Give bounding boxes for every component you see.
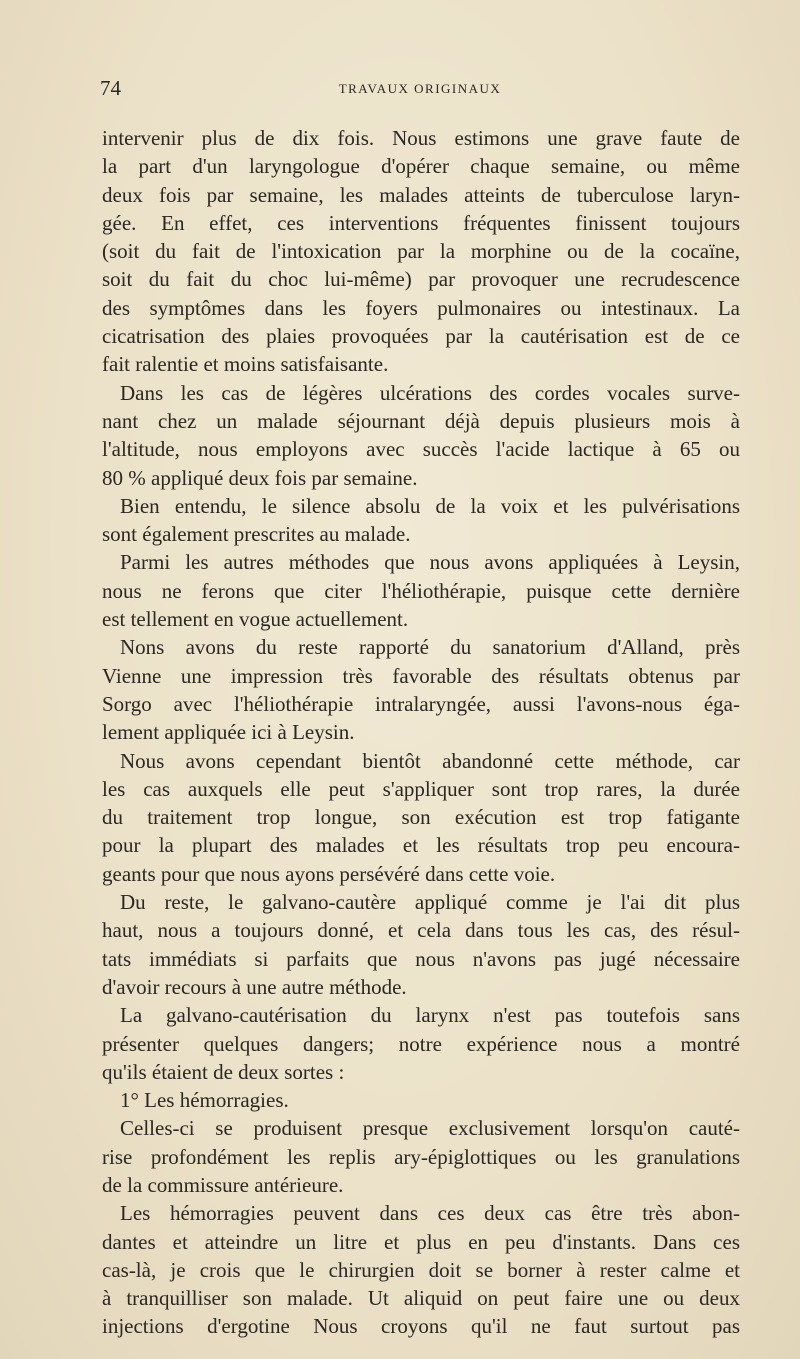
text-line: gée. En effet, ces interventions fréquentes finissent toujours bbox=[102, 210, 740, 235]
text-line: est tellement en vogue actuellement. bbox=[102, 607, 409, 632]
text-line: Celles-ci se produisent presque exclusivement lorsqu'on cauté- bbox=[120, 1116, 740, 1141]
text-line: Sorgo avec l'héliothérapie intralaryngée, aussi l'avons-nous éga- bbox=[102, 691, 740, 716]
text-line: d'avoir recours à une autre méthode. bbox=[102, 974, 407, 999]
text-line: Nons avons du reste rapporté du sanatorium d'Alland, près bbox=[120, 635, 740, 660]
text-line: pour la plupart des malades et les résultats trop peu encoura- bbox=[102, 833, 740, 858]
text-line: l'altitude, nous employons avec succès l'acide lactique à 65 ou bbox=[102, 437, 740, 462]
text-line: haut, nous a toujours donné, et cela dans tous les cas, des résul- bbox=[102, 918, 740, 943]
text-line: La galvano-cautérisation du larynx n'est pas toutefois sans bbox=[120, 1003, 740, 1028]
text-line: deux fois par semaine, les malades atteints de tuberculose laryn- bbox=[102, 182, 740, 207]
text-line: 1° Les hémorragies. bbox=[120, 1088, 289, 1113]
text-line: Nous avons cependant bientôt abandonné cette méthode, car bbox=[120, 748, 740, 773]
text-line: sont également prescrites au malade. bbox=[102, 522, 411, 547]
text-line: Dans les cas de légères ulcérations des cordes vocales surve- bbox=[120, 380, 740, 405]
text-line: cicatrisation des plaies provoquées par la cautérisation est de ce bbox=[102, 324, 740, 349]
text-line: la part d'un laryngologue d'opérer chaque semaine, ou même bbox=[102, 154, 740, 179]
running-title: TRAVAUX ORIGINAUX bbox=[338, 81, 502, 96]
text-line: cas-là, je crois que le chirurgien doit se borner à rester calme et bbox=[102, 1257, 740, 1282]
text-line: lement appliquée ici à Leysin. bbox=[102, 720, 355, 745]
text-line: les cas auxquels elle peut s'appliquer sont trop rares, la durée bbox=[102, 776, 740, 801]
text-line: 80 % appliqué deux fois par semaine. bbox=[102, 465, 418, 490]
text-line: (soit du fait de l'intoxication par la morphine ou de la cocaïne, bbox=[102, 239, 740, 264]
page-header bbox=[100, 76, 740, 100]
text-line: geants pour que nous ayons persévéré dans cette voie. bbox=[102, 861, 556, 886]
text-line: tats immédiats si parfaits que nous n'avons pas jugé nécessaire bbox=[102, 946, 740, 971]
text-line: rise profondément les replis ary-épiglottiques ou les granulations bbox=[102, 1144, 740, 1169]
text-line: Vienne une impression très favorable des résultats obtenus par bbox=[102, 663, 740, 688]
text-line: fait ralentie et moins satisfaisante. bbox=[102, 352, 389, 377]
text-line: dantes et atteindre un litre et plus en peu d'instants. Dans ces bbox=[102, 1229, 740, 1254]
text-line: Du reste, le galvano-cautère appliqué comme je l'ai dit plus bbox=[120, 890, 740, 915]
text-line: du traitement trop longue, son exécution est trop fatigante bbox=[102, 805, 740, 830]
text-line: présenter quelques dangers; notre expérience nous a montré bbox=[102, 1031, 740, 1056]
text-line: soit du fait du choc lui-même) par provoquer une recrudescence bbox=[102, 267, 740, 292]
text-line: Les hémorragies peuvent dans ces deux cas être très abon- bbox=[120, 1201, 740, 1226]
text-line: des symptômes dans les foyers pulmonaires ou intestinaux. La bbox=[102, 295, 740, 320]
text-line: à tranquilliser son malade. Ut aliquid on peut faire une ou deux bbox=[102, 1286, 740, 1311]
text-line: nous ne ferons que citer l'héliothérapie, puisque cette dernière bbox=[102, 578, 740, 603]
text-line: Bien entendu, le silence absolu de la voix et les pulvérisations bbox=[120, 493, 740, 518]
text-line: nant chez un malade séjournant déjà depuis plusieurs mois à bbox=[102, 408, 740, 433]
page-number: 74 bbox=[100, 76, 121, 100]
text-line: qu'ils étaient de deux sortes : bbox=[102, 1059, 345, 1084]
text-line: intervenir plus de dix fois. Nous estimons une grave faute de bbox=[102, 126, 740, 150]
body-text bbox=[102, 124, 740, 1341]
text-line: injections d'ergotine Nous croyons qu'il ne faut surtout pas bbox=[102, 1314, 740, 1339]
text-line: de la commissure antérieure. bbox=[102, 1172, 344, 1197]
text-line: Parmi les autres méthodes que nous avons appliquées à Leysin, bbox=[120, 550, 740, 575]
